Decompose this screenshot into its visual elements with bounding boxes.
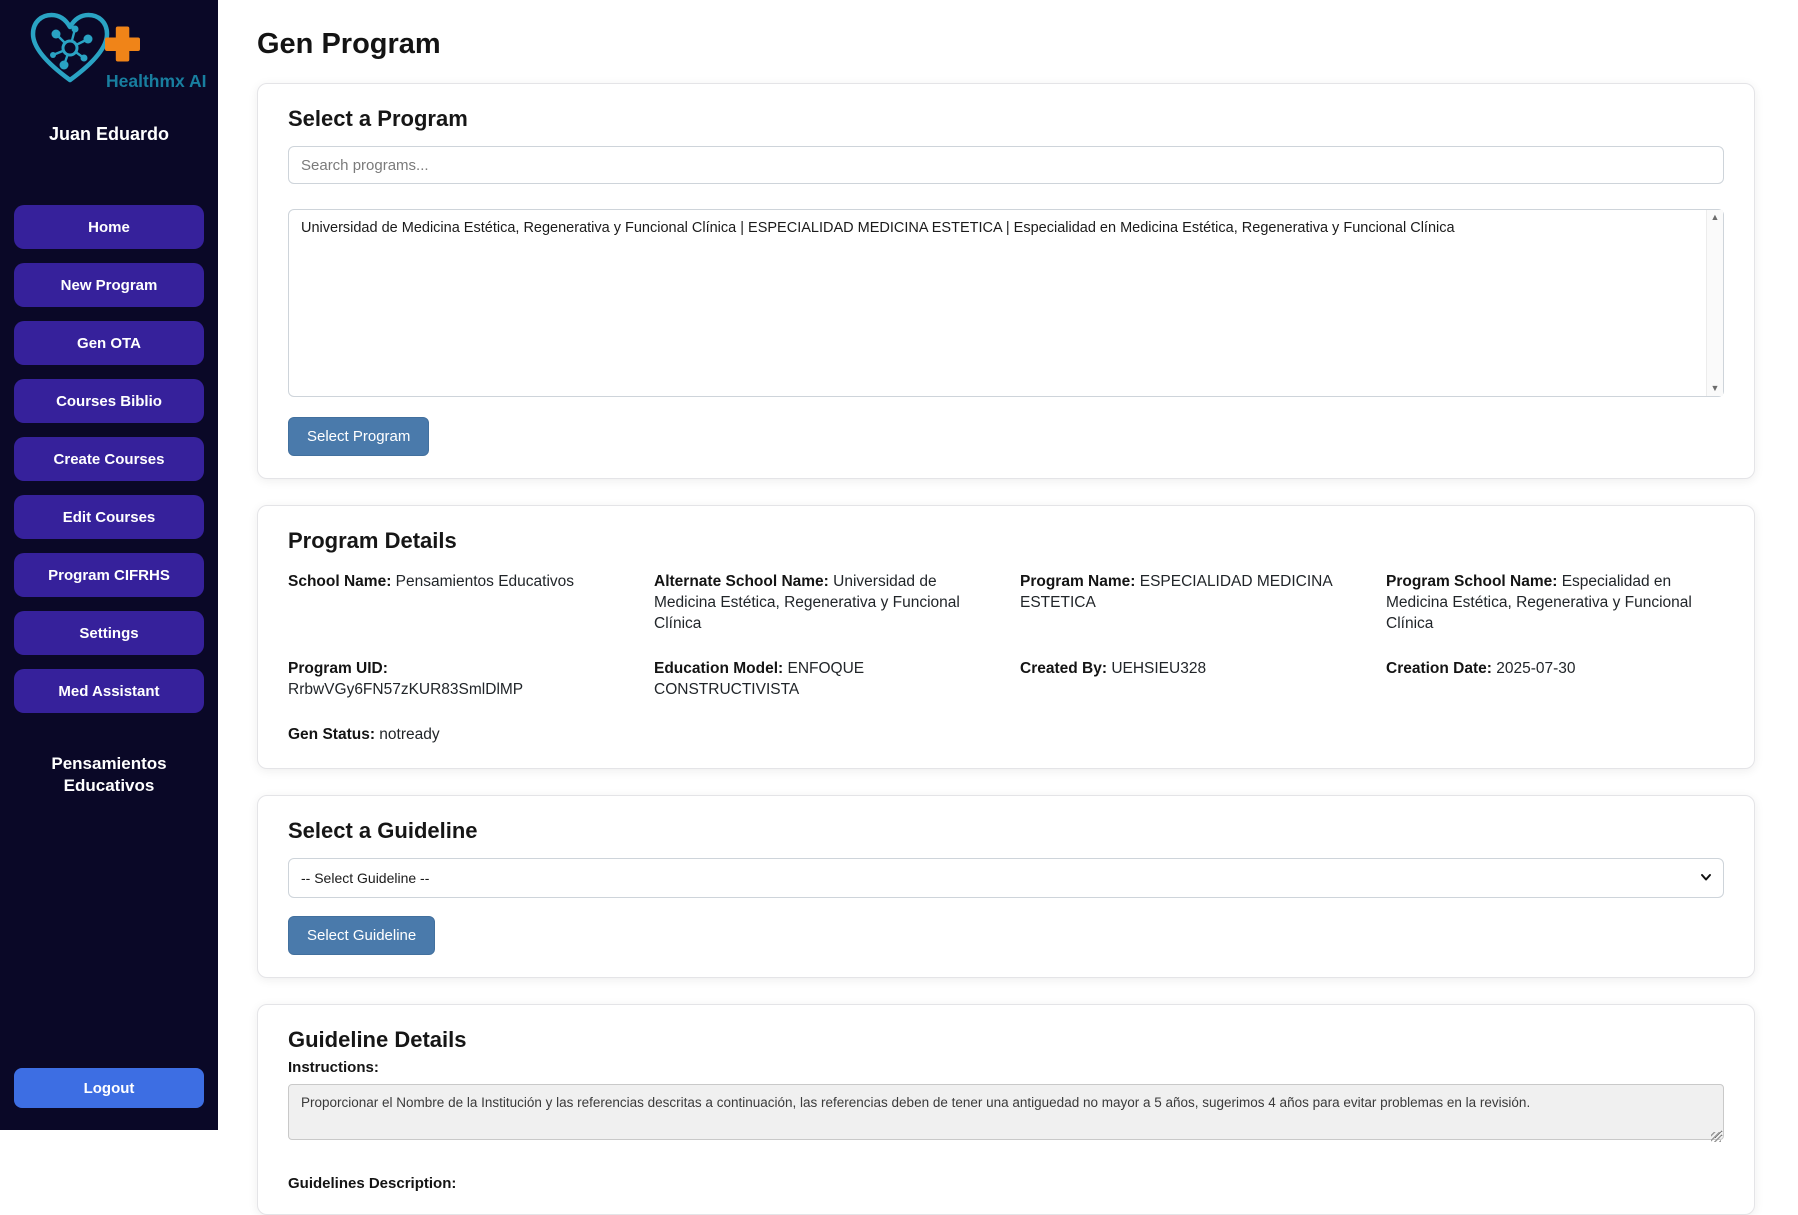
detail-value: notready <box>379 725 440 743</box>
page-title: Gen Program <box>257 28 441 60</box>
sidebar-nav <box>0 205 218 727</box>
guideline-select-wrap <box>288 858 1724 898</box>
username: Juan Eduardo <box>48 124 169 144</box>
detail-created-by <box>1020 659 1358 701</box>
detail-label: Creation Date: <box>1386 659 1492 677</box>
program-option[interactable]: Universidad de Medicina Estética, Regenerativa y Funcional Clínica | ESPECIALIDAD MEDICINA ESTETICA | Especialidad en Medicina Estética, Regenerativa y Funcional Clínica <box>301 220 1455 236</box>
sidebar-item-home[interactable]: Home <box>14 205 204 249</box>
detail-label: School Name: <box>288 573 392 590</box>
detail-value: RrbwVGy6FN57zKUR83SmlDlMP <box>288 680 524 698</box>
sidebar-item-gen-ota[interactable]: Gen OTA <box>14 321 204 365</box>
listbox-scrollbar[interactable] <box>1706 210 1723 396</box>
detail-label: Created By: <box>1020 659 1107 677</box>
sidebar-item-create-courses[interactable]: Create Courses <box>14 437 204 481</box>
detail-label: Program Name: <box>1020 573 1136 590</box>
scroll-up-icon[interactable]: ▲ <box>1710 212 1720 222</box>
detail-label: Program UID: <box>288 659 388 677</box>
detail-value: ESPECIALIDAD MEDICINA ESTETICA <box>1020 573 1332 611</box>
select-guideline-button[interactable]: Select Guideline <box>288 916 435 955</box>
sidebar <box>0 0 218 1130</box>
sidebar-item-courses-biblio[interactable]: Courses Biblio <box>14 379 204 423</box>
program-details-grid <box>288 572 1724 746</box>
organization-name: Pensamientos Educativos <box>51 754 167 796</box>
sidebar-item-program-cifrhs[interactable]: Program CIFRHS <box>14 553 204 597</box>
detail-creation-date <box>1386 659 1724 701</box>
detail-program-school-name <box>1386 572 1724 635</box>
select-guideline-card <box>257 795 1755 978</box>
detail-program-uid <box>288 659 626 701</box>
guidelines-description-label: Guidelines Description: <box>288 1174 457 1192</box>
sidebar-item-med-assistant[interactable]: Med Assistant <box>14 669 204 713</box>
instructions-textarea-wrap <box>288 1084 1724 1145</box>
guideline-select[interactable] <box>288 858 1724 898</box>
program-details-card <box>257 505 1755 769</box>
search-programs-input[interactable] <box>288 146 1724 184</box>
detail-program-name <box>1020 572 1358 635</box>
detail-education-model <box>654 659 992 701</box>
guideline-details-card <box>257 1004 1755 1215</box>
detail-alternate-school-name <box>654 572 992 635</box>
select-program-button[interactable]: Select Program <box>288 417 429 456</box>
detail-value: UEHSIEU328 <box>1111 659 1207 677</box>
sidebar-item-settings[interactable]: Settings <box>14 611 204 655</box>
select-program-card <box>257 83 1755 479</box>
detail-school-name <box>288 572 626 635</box>
brand-logo <box>0 0 218 92</box>
detail-value: 2025-07-30 <box>1496 659 1576 677</box>
main-content <box>218 0 1798 1192</box>
detail-value: Pensamientos Educativos <box>395 573 575 590</box>
detail-label: Education Model: <box>654 659 784 677</box>
instructions-label: Instructions: <box>288 1058 379 1076</box>
detail-label: Program School Name: <box>1386 573 1558 590</box>
select-program-title: Select a Program <box>288 106 468 131</box>
programs-listbox[interactable] <box>288 209 1724 397</box>
guideline-details-title: Guideline Details <box>288 1026 467 1052</box>
select-guideline-title: Select a Guideline <box>288 817 478 843</box>
sidebar-item-edit-courses[interactable]: Edit Courses <box>14 495 204 539</box>
program-details-title: Program Details <box>288 528 457 553</box>
instructions-textarea[interactable] <box>288 1084 1724 1140</box>
detail-value: Universidad de Medicina Estética, Regenerativa y Funcional Clínica <box>654 573 960 632</box>
detail-label: Gen Status: <box>288 725 375 743</box>
detail-gen-status <box>288 725 626 746</box>
detail-value: Especialidad en Medicina Estética, Regenerativa y Funcional Clínica <box>1386 573 1692 632</box>
brand-text: Healthmx AI <box>106 71 207 91</box>
detail-value: ENFOQUE CONSTRUCTIVISTA <box>654 659 865 698</box>
sidebar-item-new-program[interactable]: New Program <box>14 263 204 307</box>
sidebar-spacer <box>0 798 218 1068</box>
scroll-down-icon[interactable]: ▼ <box>1710 383 1720 393</box>
heart-network-medical-cross-icon <box>20 8 206 94</box>
logout-button[interactable]: Logout <box>14 1068 204 1108</box>
medical-cross-icon <box>105 27 140 62</box>
detail-label: Alternate School Name: <box>654 573 829 590</box>
